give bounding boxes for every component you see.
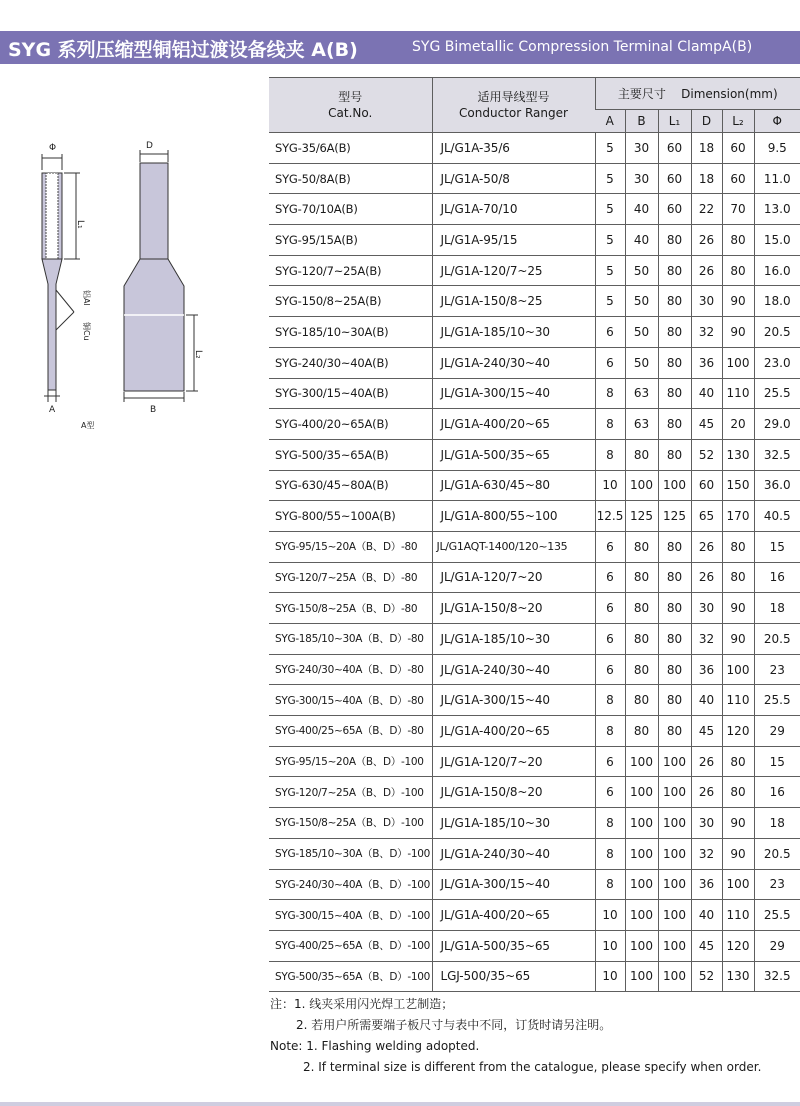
cell-cond: JL/G1A-630/45~80	[432, 470, 595, 501]
header-dim-en: Dimension(mm)	[681, 86, 778, 101]
table-row	[269, 409, 800, 440]
table-row	[269, 501, 800, 532]
cell-phi: 25.5	[754, 900, 800, 931]
spec-table-body	[269, 133, 800, 992]
label-l1: L₁	[75, 220, 85, 229]
cell-b: 80	[625, 624, 658, 655]
cell-d: 30	[691, 593, 722, 624]
cell-cat: SYG-400/25~65A（B、D）-100	[269, 930, 432, 961]
header-cond-cn: 适用导线型号	[477, 90, 550, 104]
cell-a: 6	[595, 531, 625, 562]
cell-a: 8	[595, 838, 625, 869]
cell-phi: 25.5	[754, 378, 800, 409]
cell-l2: 80	[722, 255, 754, 286]
header-dim-b: B	[625, 110, 658, 133]
cell-cat: SYG-50/8A(B)	[269, 163, 432, 194]
cell-b: 30	[625, 133, 658, 164]
cell-cat: SYG-400/20~65A(B)	[269, 409, 432, 440]
cell-cond: JL/G1A-300/15~40	[432, 378, 595, 409]
cell-d: 30	[691, 286, 722, 317]
cell-phi: 23.0	[754, 347, 800, 378]
cell-phi: 20.5	[754, 317, 800, 348]
label-d: D	[146, 141, 153, 151]
label-a: A	[49, 405, 56, 415]
note-en-1: Note: 1. Flashing welding adopted.	[270, 1039, 480, 1053]
table-row	[269, 317, 800, 348]
cell-d: 40	[691, 378, 722, 409]
drawing-caption: A型	[81, 421, 95, 430]
table-row	[269, 133, 800, 164]
table-row	[269, 470, 800, 501]
cell-a: 10	[595, 930, 625, 961]
cell-a: 12.5	[595, 501, 625, 532]
cell-l2: 70	[722, 194, 754, 225]
cell-d: 26	[691, 531, 722, 562]
cell-phi: 18	[754, 593, 800, 624]
cell-d: 32	[691, 838, 722, 869]
cell-cat: SYG-70/10A(B)	[269, 194, 432, 225]
cell-a: 6	[595, 624, 625, 655]
cell-l2: 110	[722, 900, 754, 931]
cell-cond: JL/G1A-95/15	[432, 225, 595, 256]
cell-phi: 40.5	[754, 501, 800, 532]
table-row	[269, 562, 800, 593]
cell-d: 60	[691, 470, 722, 501]
cell-cond: JL/G1A-150/8~25	[432, 286, 595, 317]
cell-l2: 90	[722, 593, 754, 624]
cell-d: 26	[691, 562, 722, 593]
cell-phi: 25.5	[754, 685, 800, 716]
cell-b: 50	[625, 317, 658, 348]
cell-l1: 60	[658, 133, 691, 164]
cell-phi: 15	[754, 531, 800, 562]
cell-a: 6	[595, 746, 625, 777]
cell-l2: 80	[722, 777, 754, 808]
table-row	[269, 716, 800, 747]
label-b: B	[150, 405, 157, 415]
cell-b: 80	[625, 716, 658, 747]
cell-a: 8	[595, 869, 625, 900]
cell-a: 8	[595, 685, 625, 716]
cell-cat: SYG-120/7~25A（B、D）-100	[269, 777, 432, 808]
cell-cond: JL/G1A-185/10~30	[432, 317, 595, 348]
cell-l1: 60	[658, 194, 691, 225]
cell-l2: 130	[722, 961, 754, 992]
cell-b: 63	[625, 378, 658, 409]
cell-phi: 32.5	[754, 961, 800, 992]
cell-l2: 80	[722, 562, 754, 593]
cell-cat: SYG-300/15~40A(B)	[269, 378, 432, 409]
cell-b: 80	[625, 593, 658, 624]
cell-b: 40	[625, 194, 658, 225]
cell-l2: 120	[722, 716, 754, 747]
header-dim-phi: Φ	[754, 110, 800, 133]
cell-cond: JL/G1A-120/7~20	[432, 746, 595, 777]
cell-cond: JL/G1A-240/30~40	[432, 838, 595, 869]
cell-b: 100	[625, 869, 658, 900]
cell-l1: 100	[658, 869, 691, 900]
cell-phi: 23	[754, 869, 800, 900]
cell-d: 22	[691, 194, 722, 225]
table-row	[269, 869, 800, 900]
cell-d: 65	[691, 501, 722, 532]
cell-l1: 100	[658, 808, 691, 839]
cell-b: 100	[625, 838, 658, 869]
cell-b: 30	[625, 163, 658, 194]
cell-l1: 100	[658, 930, 691, 961]
cell-b: 100	[625, 470, 658, 501]
cell-l1: 80	[658, 562, 691, 593]
cell-a: 6	[595, 777, 625, 808]
label-cu: 铜Cu	[82, 322, 91, 341]
table-row	[269, 777, 800, 808]
cell-a: 8	[595, 409, 625, 440]
cell-cond: JL/G1A-300/15~40	[432, 685, 595, 716]
cell-l1: 80	[658, 225, 691, 256]
cell-cond: JL/G1A-300/15~40	[432, 869, 595, 900]
cell-l2: 60	[722, 133, 754, 164]
cell-l2: 120	[722, 930, 754, 961]
table-row	[269, 163, 800, 194]
table-row	[269, 838, 800, 869]
cell-cat: SYG-240/30~40A(B)	[269, 347, 432, 378]
cell-d: 18	[691, 163, 722, 194]
cell-b: 50	[625, 255, 658, 286]
cell-d: 18	[691, 133, 722, 164]
cell-a: 5	[595, 163, 625, 194]
cell-cat: SYG-500/35~65A（B、D）-100	[269, 961, 432, 992]
cell-l2: 80	[722, 531, 754, 562]
table-row	[269, 439, 800, 470]
cell-d: 52	[691, 961, 722, 992]
cell-l1: 125	[658, 501, 691, 532]
cell-cat: SYG-150/8~25A（B、D）-80	[269, 593, 432, 624]
cell-a: 8	[595, 716, 625, 747]
note-en-2: 2. If terminal size is different from the catalogue, please specify when order.	[303, 1060, 762, 1074]
header-dim-a: A	[595, 110, 625, 133]
cell-d: 45	[691, 930, 722, 961]
cell-b: 100	[625, 746, 658, 777]
title-banner	[0, 31, 800, 64]
cell-d: 32	[691, 624, 722, 655]
cell-cond: JL/G1A-240/30~40	[432, 347, 595, 378]
cell-cond: LGJ-500/35~65	[432, 961, 595, 992]
cell-phi: 32.5	[754, 439, 800, 470]
cell-cond: JL/G1A-185/10~30	[432, 624, 595, 655]
table-row	[269, 808, 800, 839]
cell-cond: JL/G1A-120/7~20	[432, 562, 595, 593]
cell-l1: 80	[658, 685, 691, 716]
cell-cond: JL/G1A-185/10~30	[432, 808, 595, 839]
header-cond	[432, 78, 595, 133]
note-cn-2: 2. 若用户所需要端子板尺寸与表中不同，订货时请另注明。	[296, 1018, 612, 1032]
cell-d: 36	[691, 654, 722, 685]
cell-b: 80	[625, 531, 658, 562]
cell-l1: 100	[658, 961, 691, 992]
cell-l2: 110	[722, 685, 754, 716]
cell-b: 125	[625, 501, 658, 532]
bottom-rule	[0, 1102, 800, 1106]
cell-phi: 36.0	[754, 470, 800, 501]
table-row	[269, 347, 800, 378]
cell-cat: SYG-240/30~40A（B、D）-80	[269, 654, 432, 685]
cell-l2: 100	[722, 869, 754, 900]
cell-b: 100	[625, 900, 658, 931]
cell-b: 40	[625, 225, 658, 256]
cell-l1: 100	[658, 838, 691, 869]
table-row	[269, 225, 800, 256]
cell-b: 80	[625, 685, 658, 716]
cell-phi: 16	[754, 562, 800, 593]
cell-d: 36	[691, 347, 722, 378]
cell-l2: 20	[722, 409, 754, 440]
header-dim	[595, 78, 800, 110]
header-cat-en: Cat.No.	[328, 106, 373, 120]
cell-l2: 80	[722, 225, 754, 256]
cell-phi: 9.5	[754, 133, 800, 164]
cell-b: 100	[625, 930, 658, 961]
cell-phi: 20.5	[754, 624, 800, 655]
cell-a: 5	[595, 225, 625, 256]
cell-a: 6	[595, 654, 625, 685]
cell-b: 50	[625, 347, 658, 378]
cell-phi: 29	[754, 930, 800, 961]
table-row	[269, 255, 800, 286]
cell-b: 100	[625, 777, 658, 808]
cell-a: 10	[595, 470, 625, 501]
cell-l1: 100	[658, 777, 691, 808]
cell-cat: SYG-185/10~30A（B、D）-100	[269, 838, 432, 869]
cell-d: 45	[691, 716, 722, 747]
table-row	[269, 286, 800, 317]
cell-cat: SYG-400/25~65A（B、D）-80	[269, 716, 432, 747]
cell-l1: 60	[658, 163, 691, 194]
cell-cat: SYG-300/15~40A（B、D）-80	[269, 685, 432, 716]
cell-l1: 100	[658, 900, 691, 931]
cell-cat: SYG-95/15~20A（B、D）-100	[269, 746, 432, 777]
table-row	[269, 593, 800, 624]
clamp-drawing	[18, 140, 248, 440]
cell-a: 8	[595, 808, 625, 839]
cell-l2: 130	[722, 439, 754, 470]
cell-l1: 100	[658, 746, 691, 777]
cell-cond: JL/G1A-800/55~100	[432, 501, 595, 532]
cell-phi: 29	[754, 716, 800, 747]
cell-d: 36	[691, 869, 722, 900]
cell-cat: SYG-95/15A(B)	[269, 225, 432, 256]
cell-l1: 80	[658, 624, 691, 655]
note-cn-1: 注：1. 线夹采用闪光焊工艺制造；	[270, 997, 454, 1011]
cell-cond: JL/G1A-500/35~65	[432, 439, 595, 470]
cell-cat: SYG-35/6A(B)	[269, 133, 432, 164]
cell-d: 45	[691, 409, 722, 440]
cell-cat: SYG-150/8~25A（B、D）-100	[269, 808, 432, 839]
cell-d: 26	[691, 255, 722, 286]
cell-phi: 15	[754, 746, 800, 777]
cell-a: 6	[595, 562, 625, 593]
cell-d: 26	[691, 777, 722, 808]
cell-phi: 18	[754, 808, 800, 839]
cell-a: 6	[595, 593, 625, 624]
cell-a: 8	[595, 439, 625, 470]
cell-l1: 80	[658, 286, 691, 317]
cell-cat: SYG-185/10~30A（B、D）-80	[269, 624, 432, 655]
cell-cat: SYG-120/7~25A(B)	[269, 255, 432, 286]
table-row	[269, 930, 800, 961]
cell-a: 6	[595, 347, 625, 378]
cell-l2: 150	[722, 470, 754, 501]
table-row	[269, 624, 800, 655]
cell-a: 5	[595, 286, 625, 317]
header-dim-d: D	[691, 110, 722, 133]
cell-a: 5	[595, 255, 625, 286]
cell-a: 8	[595, 378, 625, 409]
cell-cond: JL/G1AQT-1400/120~135	[432, 531, 595, 562]
table-row	[269, 654, 800, 685]
label-al: 铝Al	[82, 290, 91, 306]
cell-b: 50	[625, 286, 658, 317]
cell-l2: 100	[722, 654, 754, 685]
cell-phi: 16.0	[754, 255, 800, 286]
cell-b: 80	[625, 562, 658, 593]
header-cat	[269, 78, 432, 133]
table-row	[269, 531, 800, 562]
table-row	[269, 961, 800, 992]
cell-cat: SYG-95/15~20A（B、D）-80	[269, 531, 432, 562]
cell-l1: 80	[658, 255, 691, 286]
cell-b: 80	[625, 439, 658, 470]
cell-b: 80	[625, 654, 658, 685]
cell-l2: 90	[722, 624, 754, 655]
cell-phi: 18.0	[754, 286, 800, 317]
cell-phi: 11.0	[754, 163, 800, 194]
cell-a: 10	[595, 900, 625, 931]
label-phi: Φ	[49, 143, 57, 153]
cell-l2: 80	[722, 746, 754, 777]
cell-d: 52	[691, 439, 722, 470]
cell-cat: SYG-300/15~40A（B、D）-100	[269, 900, 432, 931]
cell-l2: 90	[722, 838, 754, 869]
cell-cond: JL/G1A-70/10	[432, 194, 595, 225]
header-dim-l1: L₁	[658, 110, 691, 133]
cell-a: 10	[595, 961, 625, 992]
cell-cond: JL/G1A-400/20~65	[432, 900, 595, 931]
header-dim-l2: L₂	[722, 110, 754, 133]
cell-l1: 80	[658, 347, 691, 378]
cell-cond: JL/G1A-400/20~65	[432, 716, 595, 747]
header-cat-cn: 型号	[338, 90, 363, 104]
table-row	[269, 378, 800, 409]
cell-l2: 110	[722, 378, 754, 409]
cell-cond: JL/G1A-120/7~25	[432, 255, 595, 286]
cell-l1: 80	[658, 654, 691, 685]
notes	[270, 994, 761, 1078]
cell-cond: JL/G1A-150/8~20	[432, 777, 595, 808]
cell-d: 32	[691, 317, 722, 348]
label-l2: L₂	[193, 350, 203, 359]
table-row	[269, 685, 800, 716]
table-row	[269, 746, 800, 777]
cell-phi: 29.0	[754, 409, 800, 440]
cell-l1: 80	[658, 531, 691, 562]
header-cond-en: Conductor Ranger	[459, 106, 568, 120]
cell-l1: 100	[658, 470, 691, 501]
header-dim-cn: 主要尺寸	[617, 86, 666, 101]
cell-cat: SYG-500/35~65A(B)	[269, 439, 432, 470]
cell-cat: SYG-630/45~80A(B)	[269, 470, 432, 501]
cell-cat: SYG-240/30~40A（B、D）-100	[269, 869, 432, 900]
cell-cond: JL/G1A-500/35~65	[432, 930, 595, 961]
cell-phi: 20.5	[754, 838, 800, 869]
table-row	[269, 194, 800, 225]
cell-cond: JL/G1A-400/20~65	[432, 409, 595, 440]
cell-l2: 90	[722, 317, 754, 348]
table-row	[269, 900, 800, 931]
cell-l2: 170	[722, 501, 754, 532]
cell-b: 63	[625, 409, 658, 440]
cell-l1: 80	[658, 716, 691, 747]
cell-l2: 90	[722, 286, 754, 317]
cell-phi: 16	[754, 777, 800, 808]
cell-phi: 13.0	[754, 194, 800, 225]
cell-l2: 90	[722, 808, 754, 839]
cell-l1: 80	[658, 409, 691, 440]
cell-cond: JL/G1A-50/8	[432, 163, 595, 194]
cell-l1: 80	[658, 439, 691, 470]
cell-a: 5	[595, 194, 625, 225]
spec-table	[269, 77, 800, 992]
cell-l2: 60	[722, 163, 754, 194]
cell-a: 5	[595, 133, 625, 164]
cell-cat: SYG-185/10~30A(B)	[269, 317, 432, 348]
cell-d: 40	[691, 685, 722, 716]
cell-cat: SYG-150/8~25A(B)	[269, 286, 432, 317]
cell-cat: SYG-800/55~100A(B)	[269, 501, 432, 532]
cell-l2: 100	[722, 347, 754, 378]
title-en: SYG Bimetallic Compression Terminal ClampA(B)	[412, 39, 753, 55]
cell-phi: 15.0	[754, 225, 800, 256]
cell-d: 30	[691, 808, 722, 839]
cell-d: 26	[691, 225, 722, 256]
cell-l1: 80	[658, 593, 691, 624]
cell-a: 6	[595, 317, 625, 348]
cell-b: 100	[625, 808, 658, 839]
cell-cat: SYG-120/7~25A（B、D）-80	[269, 562, 432, 593]
cell-cond: JL/G1A-240/30~40	[432, 654, 595, 685]
cell-d: 40	[691, 900, 722, 931]
title-cn: SYG 系列压缩型铜铝过渡设备线夹 A(B)	[8, 39, 358, 61]
cell-l1: 80	[658, 317, 691, 348]
cell-cond: JL/G1A-150/8~20	[432, 593, 595, 624]
cell-cond: JL/G1A-35/6	[432, 133, 595, 164]
cell-b: 100	[625, 961, 658, 992]
cell-d: 26	[691, 746, 722, 777]
cell-l1: 80	[658, 378, 691, 409]
cell-phi: 23	[754, 654, 800, 685]
